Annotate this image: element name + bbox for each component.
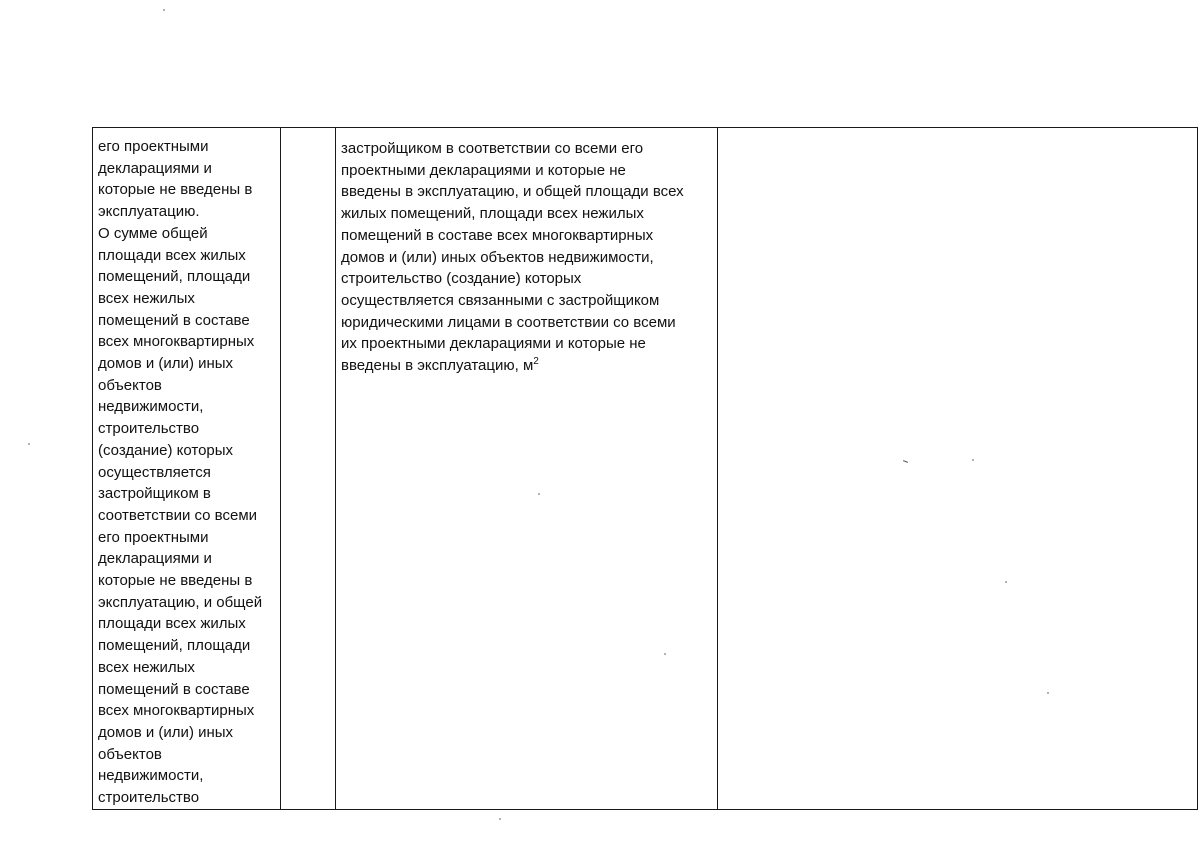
table-cell-number <box>281 128 336 810</box>
table-cell-value <box>718 128 1198 810</box>
table-row <box>93 128 1198 810</box>
document-table <box>92 127 1198 810</box>
table-cell-description <box>93 128 281 810</box>
indicator-text: застройщиком в соответствии со всеми его проектными декларациями и которые не введены в эксплуатацию, и общей площади всех жилых помещений, площади всех нежилых помещений в составе всех многоквартирных домов и (или) иных объектов недвижимости, строительство (создание) которых осуществляется связанными с застройщиком юридическими лицами в соответствии со всеми их проектными декларациями и которые не введены в эксплуатацию, м <box>341 140 684 375</box>
indicator-cell-content <box>336 128 717 377</box>
table-cell-indicator <box>336 128 718 810</box>
scan-speck <box>163 9 165 11</box>
scan-speck <box>28 443 30 445</box>
scan-speck <box>499 818 501 820</box>
description-text: его проектными декларациями и которые не введены в эксплуатацию. О сумме общей площади всех жилых помещений, площади всех нежилых помещений в составе всех многоквартирных домов и (или) иных объектов недвижимости, строительство (создание) которых осуществляется застройщиком в соответствии со всеми его проектными декларациями и которые не введены в эксплуатацию, и общей площади всех жилых помещений, площади всех нежилых помещений в составе всех многоквартирных домов и (или) иных объектов недвижимости, строительство <box>98 138 263 807</box>
unit-superscript: 2 <box>533 356 539 368</box>
